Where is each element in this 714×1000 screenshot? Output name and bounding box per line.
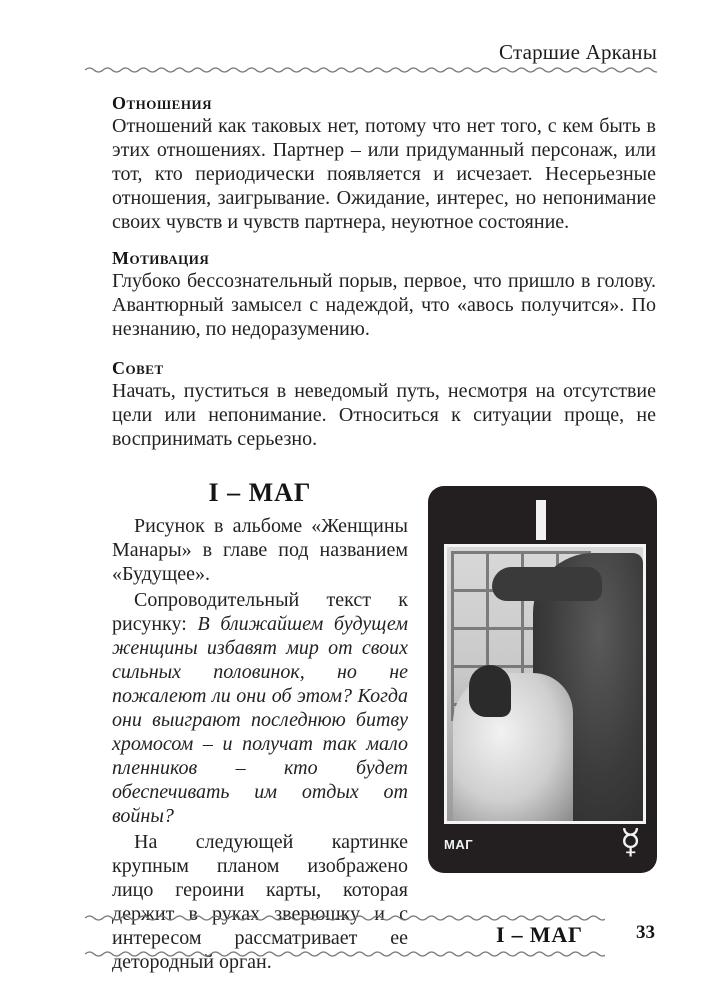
illustration-creature-jaw xyxy=(492,567,602,601)
section-text: Глубоко бессознательный порыв, первое, что пришло в голову. Авантюрный замысел с надеждой, что «авось получится». По незнанию, по недоразумению. xyxy=(112,270,656,340)
illustration-woman-hair xyxy=(469,665,511,717)
section-heading: Мотивация xyxy=(112,248,210,268)
card-name: МАГ xyxy=(444,837,474,852)
arcana-paragraph: На следующей картинке крупным планом изображено лицо героини карты, которая держит в руках зверюшку и с интересом рассматривает ее детородный орган. xyxy=(112,831,408,973)
quote-text: В ближайшем будущем женщины избавят мир от своих сильных половинок, но не пожалеют ли они об этом? Когда они выиграют последнюю битву хромосом – и получат так мало пленников – кто будет обеспечивать им отдых от войны? xyxy=(112,613,408,827)
footer-chapter-title: I – МАГ xyxy=(496,922,583,947)
section-motivation xyxy=(112,247,656,341)
footer-wavy-rule-top xyxy=(85,914,605,922)
arcana-section xyxy=(112,478,408,974)
quote-intro: Сопроводительный текст к рисунку: xyxy=(112,589,408,635)
section-heading: Совет xyxy=(112,358,164,378)
header-wavy-rule xyxy=(85,66,657,74)
card-illustration xyxy=(444,544,646,824)
section-advice xyxy=(112,357,656,451)
tarot-card-magician xyxy=(428,486,657,873)
card-numeral-bar xyxy=(536,500,546,540)
page-number: 33 xyxy=(636,922,655,943)
arcana-paragraph: Рисунок в альбоме «Женщины Манары» в главе под названием «Будущее». xyxy=(112,515,408,585)
section-text: Начать, пуститься в неведомый путь, несмотря на отсутствие цели или непонимание. Относиться к ситуации проще, не воспринимать серьезно. xyxy=(112,380,656,450)
section-heading: Отношения xyxy=(112,93,212,113)
section-text: Отношений как таковых нет, потому что нет того, с кем быть в этих отношениях. Партнер – или придуманный персонаж, или тот, кто периодически появляется и исчезает. Несерьезные отношения, заигрывание. Ожидание, интерес, но непонимание своих чувств и чувств партнера, неуютное состояние. xyxy=(112,115,656,233)
running-head: Старшие Арканы xyxy=(499,40,657,64)
arcana-title: I – МАГ xyxy=(208,478,312,507)
footer-wavy-rule-bottom xyxy=(85,950,605,958)
mercury-icon: ☿ xyxy=(620,822,641,862)
section-relationships xyxy=(112,92,656,234)
arcana-paragraph-quote xyxy=(112,588,408,828)
